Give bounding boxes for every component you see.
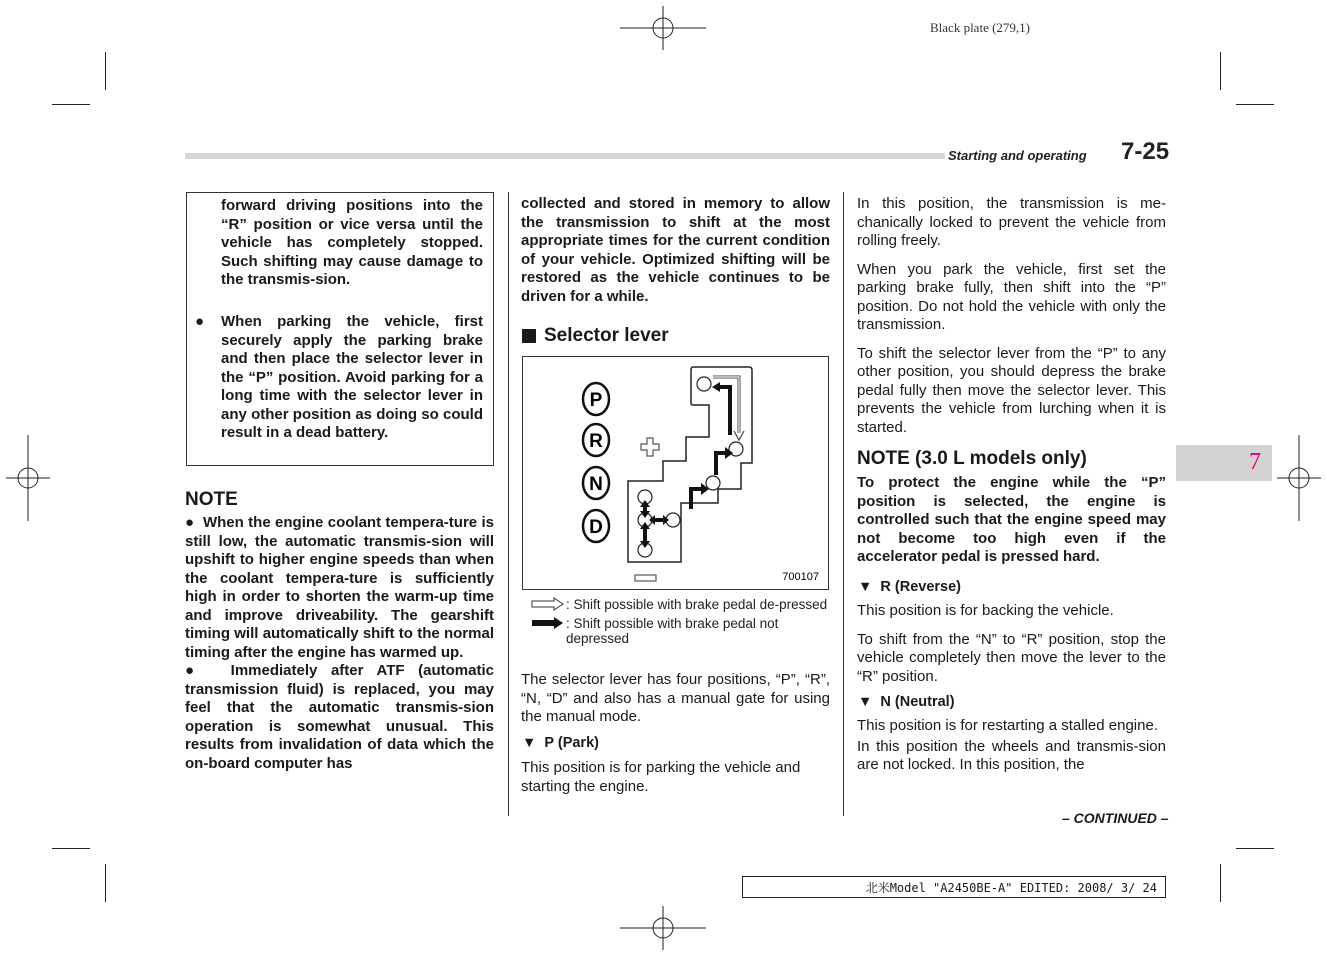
- legend-item-depressed: : Shift possible with brake pedal de-pressed: [530, 597, 830, 612]
- registration-mark-top: [620, 6, 706, 50]
- bullet-icon: ●: [185, 662, 231, 679]
- reverse-heading: ▼ R (Reverse): [858, 579, 962, 595]
- section-title: Starting and operating: [948, 148, 1087, 163]
- registration-mark-left: [6, 435, 50, 521]
- neutral-heading: ▼ N (Neutral): [858, 694, 955, 710]
- warning-text-1: forward driving positions into the “R” position or vice versa until the vehicle has completely stopped. Such shifting may cause damage to the transmis-sion.: [221, 197, 483, 288]
- badge-r: [583, 424, 609, 456]
- svg-text:D: D: [589, 517, 603, 538]
- park-heading: ▼ P (Park): [522, 735, 599, 751]
- svg-text:N: N: [589, 474, 603, 495]
- gate-diagram: [523, 357, 828, 589]
- neutral-body: This position is for restarting a stalled engine. In this position the wheels and transmis-sion are not locked. In this position, the: [857, 717, 1166, 773]
- chapter-number: 7: [1249, 449, 1261, 475]
- chapter-tab: [1176, 445, 1272, 481]
- outline-arrow-icon: [530, 597, 566, 611]
- park-body: This position is for parking the vehicle and starting the engine.: [521, 759, 801, 795]
- selector-body: The selector lever has four positions, “P”, “R”, “N, “D” and also has a manual gate for using the manual mode.: [521, 671, 830, 725]
- header-bar: [185, 153, 945, 159]
- svg-text:P: P: [589, 390, 603, 411]
- solid-arrow-n-to-r: [716, 453, 725, 475]
- selector-lever-figure: [522, 356, 829, 590]
- note-heading-col1: NOTE: [185, 489, 238, 510]
- solid-arrow-d-to-n: [691, 489, 701, 509]
- note-heading-col3: NOTE (3.0 L models only): [857, 448, 1087, 469]
- badge-n: [583, 467, 609, 499]
- triangle-icon: ▼: [522, 735, 545, 751]
- note-item-1: ● When the engine coolant tempera-ture is still low, the automatic transmis-sion will upshift to higher engine speeds than when the coolant tempera-ture is sufficiently high in order to shorten the warm-up time and improve driveability. The gearshift timing will automatically shift to the normal timing after the engine has warmed up.: [185, 514, 494, 661]
- bullet-icon: ●: [185, 514, 203, 531]
- continued-label: – CONTINUED –: [1062, 810, 1169, 826]
- column-rule-2: [843, 192, 844, 816]
- solid-arrow-r-to-p: [718, 387, 730, 435]
- note-body-col3: To protect the engine while the “P” position is selected, the engine is controlled such that the engine speed may not become too high even if the accelerator pedal is pressed hard.: [857, 474, 1166, 565]
- note-continued: collected and stored in memory to allow the transmission to shift at the most appropriate times for the current condition of your vehicle. Optimized shifting will be restored as the vehicle continues to be driven for a while.: [521, 195, 830, 305]
- minus-marker: [635, 575, 656, 581]
- warning-item-2: [195, 313, 483, 443]
- triangle-icon: ▼: [858, 694, 881, 710]
- note-body-col1: [185, 514, 494, 773]
- warning-text-2: When parking the vehicle, first securely apply the parking brake and then place the selector lever in the “P” position. Avoid parking for a long time with the selector lever in any other position as doing so could result in a dead battery.: [221, 313, 483, 441]
- registration-mark-bottom: [620, 906, 706, 950]
- svg-text:R: R: [589, 431, 603, 452]
- legend-item-not-depressed: : Shift possible with brake pedal not depressed: [530, 616, 830, 646]
- reverse-body: This position is for backing the vehicle. To shift from the “N” to “R” position, stop the vehicle completely then move the lever to the “R” position.: [857, 602, 1166, 685]
- footer-box: 北米Model "A2450BE-A" EDITED: 2008/ 3/ 24: [742, 876, 1166, 898]
- plus-minus-icon: [641, 438, 659, 456]
- warning-continued: [221, 197, 483, 296]
- badge-d: [583, 510, 609, 542]
- registration-mark-right: [1277, 435, 1321, 521]
- legend: [530, 597, 830, 646]
- badge-p: [583, 383, 609, 415]
- position-badges: [583, 383, 609, 542]
- page-number: 7-25: [1121, 138, 1170, 165]
- column-rule-1: [508, 192, 509, 816]
- plate-label: Black plate (279,1): [930, 20, 1030, 35]
- triangle-icon: ▼: [858, 579, 881, 595]
- bullet-icon: ●: [195, 313, 205, 330]
- solid-arrow-icon: [530, 616, 566, 630]
- square-bullet-icon: [522, 329, 536, 343]
- note-item-2: ● Immediately after ATF (automatic transmission fluid) is replaced, you may feel that the automatic transmis-sion operation is somewhat unusual. This results from invalidation of data which the on-board computer has: [185, 662, 494, 772]
- figure-id: 700107: [782, 571, 819, 583]
- selector-lever-heading: Selector lever: [522, 325, 669, 347]
- col3-text-top: In this position, the transmission is me-chanically locked to prevent the vehicle from rolling freely. When you park the vehicle, first set the parking brake fully, then shift into the “P” position. Do not hold the vehicle with only the transmission. To shift the selector lever from the “P” to any other position, you should depress the brake pedal fully then move the selector lever. This prevents the vehicle from lurching when it is started.: [857, 195, 1166, 436]
